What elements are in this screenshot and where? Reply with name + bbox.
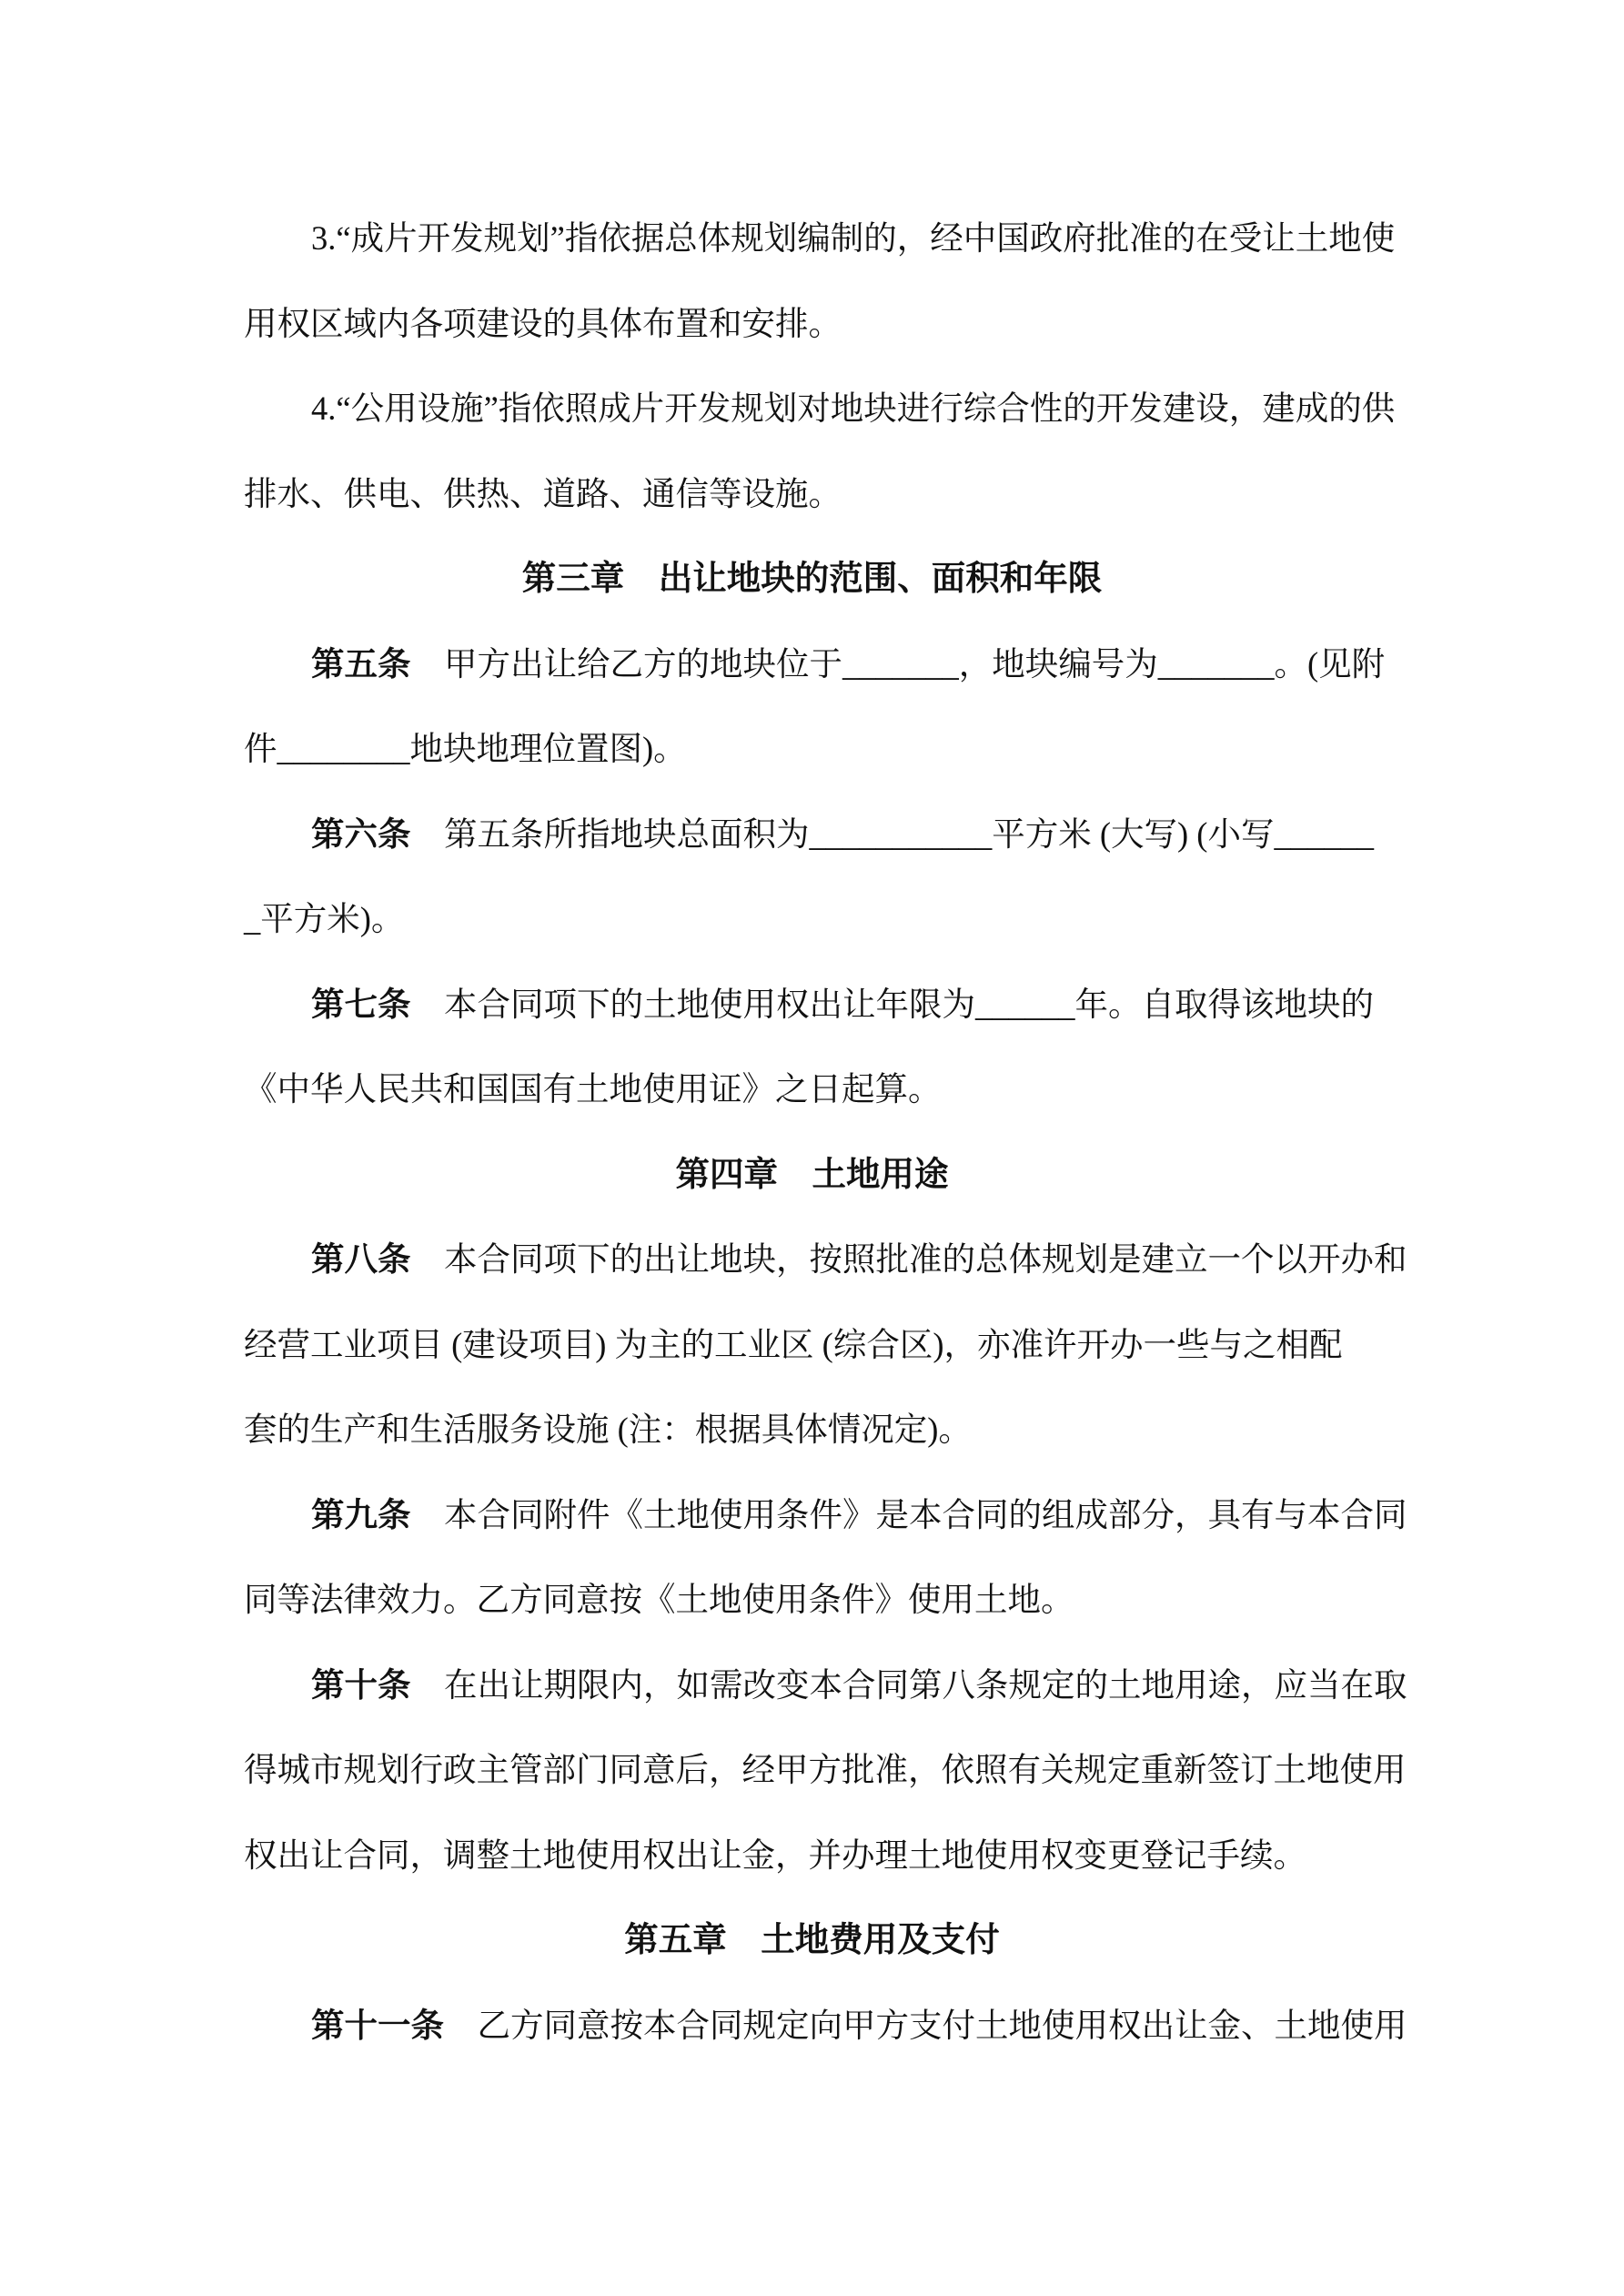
article-text: 第五条所指地块总面积为___________平方米 (大写) (小写______ — [410, 814, 1374, 853]
article-text: 乙方同意按本合同规定向甲方支付土地使用权出让金、土地使用 — [444, 2006, 1407, 2044]
article-text: 本合同附件《土地使用条件》是本合同的组成部分，具有与本合同 — [410, 1495, 1407, 1533]
article-6-number: 第六条 — [311, 814, 411, 853]
clause-4-line-2 — [244, 451, 1380, 537]
article-text: _平方米)。 — [244, 900, 405, 937]
clause-4-line-1 — [244, 366, 1396, 451]
article-text: 件________地块地理位置图)。 — [244, 730, 687, 767]
clause-text: 排水、供电、供热、道路、通信等设施。 — [244, 474, 842, 512]
article-5-line-1 — [244, 622, 1386, 707]
article-text: 套的生产和生活服务设施 (注：根据具体情况定)。 — [244, 1411, 972, 1448]
article-7-line-1 — [244, 962, 1380, 1047]
clause-text: 3.“成片开发规划”指依据总体规划编制的，经中国政府批准的在受让土地使 — [311, 219, 1396, 257]
article-text: 本合同项下的出让地块，按照批准的总体规划是建立一个以开办和 — [410, 1240, 1407, 1278]
article-7-number: 第七条 — [311, 985, 411, 1023]
clause-text: 用权区域内各项建设的具体布置和安排。 — [244, 304, 842, 342]
article-10-line-1 — [244, 1643, 1407, 1728]
article-5-line-2 — [244, 706, 1380, 792]
article-text: 得城市规划行政主管部门同意后，经甲方批准，依照有关规定重新签订土地使用 — [244, 1751, 1407, 1788]
chapter-heading-text: 第五章 土地费用及支付 — [624, 1920, 1000, 1958]
article-10-line-2 — [244, 1727, 1407, 1813]
article-7-line-2 — [244, 1047, 1380, 1132]
article-10-number: 第十条 — [311, 1665, 411, 1704]
chapter-heading-text: 第四章 土地用途 — [675, 1154, 949, 1193]
clause-3-line-1 — [244, 196, 1396, 281]
article-8-line-3 — [244, 1387, 1380, 1472]
chapter-4-heading — [244, 1132, 1380, 1218]
article-text: 本合同项下的土地使用权出让年限为______年。自取得该地块的 — [410, 985, 1374, 1023]
article-9-number: 第九条 — [311, 1495, 411, 1533]
article-text: 经营工业项目 (建设项目) 为主的工业区 (综合区)，亦准许开办一些与之相配 — [244, 1325, 1343, 1363]
article-11-number: 第十一条 — [311, 2006, 444, 2044]
article-text: 甲方出让给乙方的地块位于_______，地块编号为_______。(见附 — [410, 644, 1386, 683]
chapter-5-heading — [244, 1897, 1380, 1983]
article-text: 同等法律效力。乙方同意按《土地使用条件》使用土地。 — [244, 1581, 1074, 1618]
article-11-line-1 — [244, 1983, 1407, 2068]
clause-text: 4.“公用设施”指依照成片开发规划对地块进行综合性的开发建设，建成的供 — [311, 389, 1396, 427]
article-6-line-1 — [244, 792, 1380, 877]
chapter-3-heading — [244, 536, 1380, 622]
article-9-line-2 — [244, 1557, 1380, 1643]
chapter-heading-text: 第三章 出让地块的范围、面积和年限 — [521, 559, 1103, 597]
article-text: 在出让期限内，如需改变本合同第八条规定的土地用途，应当在取 — [410, 1665, 1407, 1704]
clause-3-line-2 — [244, 281, 1380, 367]
article-text: 权出让合同，调整土地使用权出让金，并办理土地使用权变更登记手续。 — [244, 1836, 1306, 1874]
document-text — [244, 196, 1407, 2068]
article-8-line-1 — [244, 1217, 1407, 1302]
article-8-line-2 — [244, 1302, 1380, 1388]
article-9-line-1 — [244, 1472, 1407, 1558]
article-5-number: 第五条 — [311, 644, 411, 683]
article-10-line-3 — [244, 1813, 1380, 1898]
article-6-line-2 — [244, 876, 1380, 962]
article-text: 《中华人民共和国国有土地使用证》之日起算。 — [244, 1070, 942, 1108]
article-8-number: 第八条 — [311, 1240, 411, 1278]
